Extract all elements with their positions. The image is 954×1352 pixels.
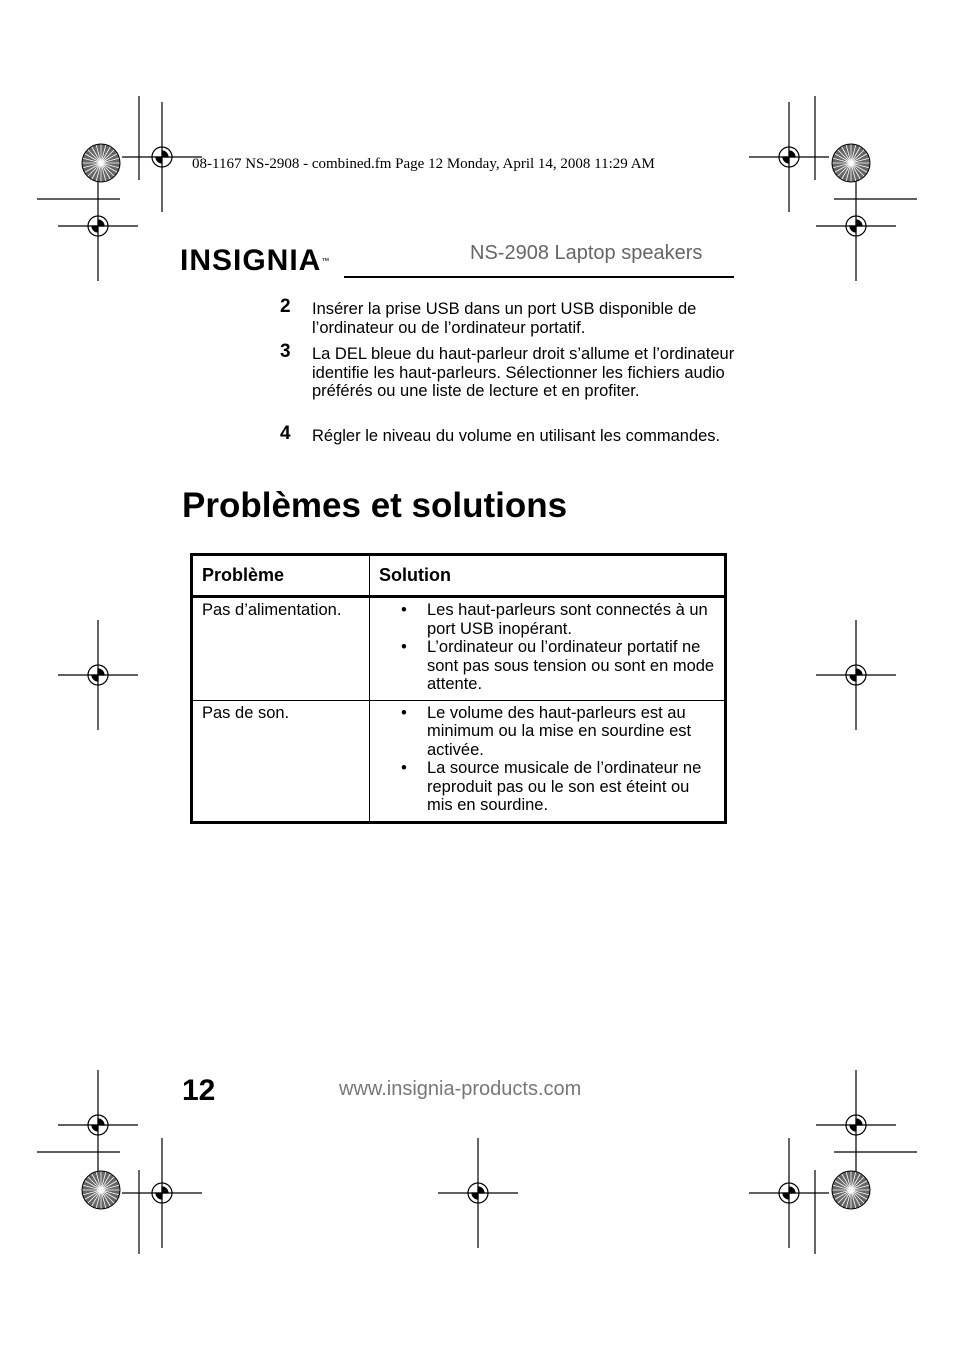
registration-mark xyxy=(58,171,138,281)
step-text: La DEL bleue du haut-parleur droit s’allume et l’ordinateur identifie les haut-parleurs. Sélectionner les fichiers audio préférés ou une liste de lecture et en profiter. xyxy=(312,345,735,400)
solution-item: • La source musicale de l’ordinateur ne reproduit pas ou le son est éteint ou mis en sourdine. xyxy=(379,759,716,815)
registration-mark xyxy=(816,620,896,730)
header-title: NS-2908 Laptop speakers xyxy=(470,242,703,264)
step-number: 3 xyxy=(280,341,291,362)
solution-item: • Les haut-parleurs sont connectés à un port USB inopérant. xyxy=(379,601,716,638)
page-number: 12 xyxy=(182,1074,216,1107)
troubleshooting-table xyxy=(190,553,727,824)
registration-mark xyxy=(122,1138,202,1248)
step-number: 4 xyxy=(280,423,291,444)
step-text: Insérer la prise USB dans un port USB disponible de l’ordinateur ou de l’ordinateur portatif. xyxy=(312,300,697,337)
header-rule xyxy=(344,276,734,278)
solution-item: • Le volume des haut-parleurs est au minimum ou la mise en sourdine est activée. xyxy=(379,704,716,760)
registration-mark xyxy=(816,1070,896,1180)
star-target-mark xyxy=(82,144,120,182)
section-title: Problèmes et solutions xyxy=(182,486,568,525)
problem-cell: Pas de son. xyxy=(192,700,370,822)
registration-mark xyxy=(58,1070,138,1180)
print-slug: 08-1167 NS-2908 - combined.fm Page 12 Monday, April 14, 2008 11:29 AM xyxy=(192,156,655,172)
insignia-logo xyxy=(180,238,350,284)
column-header-problem: Problème xyxy=(192,555,370,597)
step-text: Régler le niveau du volume en utilisant les commandes. xyxy=(312,427,721,445)
registration-mark xyxy=(438,1138,518,1248)
table-row xyxy=(192,700,726,822)
registration-mark xyxy=(122,102,202,212)
footer-url: www.insignia-products.com xyxy=(339,1078,582,1100)
table-row xyxy=(192,597,726,701)
step-number: 2 xyxy=(280,296,291,317)
problem-cell: Pas d’alimentation. xyxy=(192,597,370,701)
registration-mark xyxy=(749,102,829,212)
solution-list xyxy=(379,601,716,694)
star-target-mark xyxy=(82,1171,120,1209)
registration-mark xyxy=(58,620,138,730)
trademark-symbol: ™ xyxy=(321,256,330,266)
star-target-mark xyxy=(832,144,870,182)
star-target-mark xyxy=(832,1171,870,1209)
registration-mark xyxy=(816,171,896,281)
solution-item: • L’ordinateur ou l’ordinateur portatif ne sont pas sous tension ou sont en mode attente. xyxy=(379,638,716,694)
column-header-solution: Solution xyxy=(370,555,726,597)
logo-wordmark: INSIGNIA xyxy=(180,244,322,277)
solution-cell xyxy=(370,700,726,822)
solution-cell xyxy=(370,597,726,701)
registration-mark xyxy=(749,1138,829,1248)
solution-list xyxy=(379,704,716,815)
table-header-row xyxy=(192,555,726,597)
